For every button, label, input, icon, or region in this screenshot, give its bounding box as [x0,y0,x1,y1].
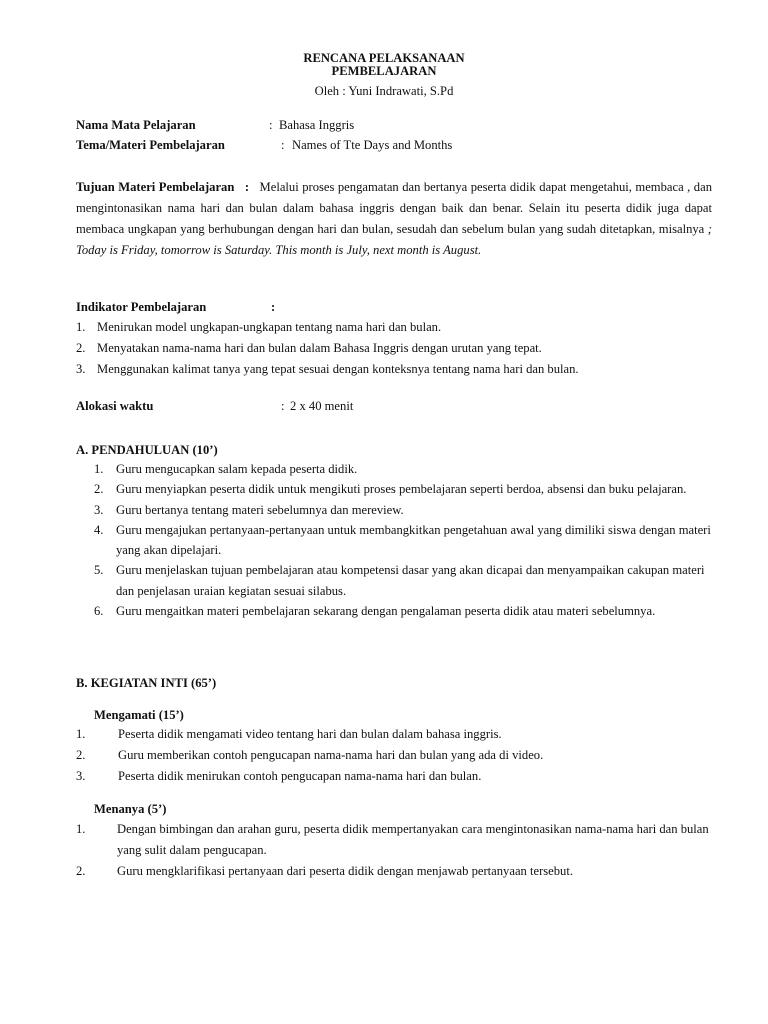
list-item: 2. Menyatakan nama-nama hari dan bulan dalam Bahasa Inggris dengan urutan yang tepat. [76,341,542,355]
list-item: 1. Guru mengucapkan salam kepada peserta didik. [94,462,358,476]
list-item: 1. Menirukan model ungkapan-ungkapan tentang nama hari dan bulan. [76,320,442,334]
subject-separator: : [269,118,273,132]
list-item: 3. Peserta didik menirukan contoh pengucapan nama-nama hari dan bulan. [76,769,482,783]
doc-title-line1: RENCANA PELAKSANAAN [303,51,465,65]
time-value: 2 x 40 menit [290,399,354,413]
list-item: 6. Guru mengaitkan materi pembelajaran sekarang dengan pengalaman peserta didik atau materi sebelumnya. [94,604,656,619]
goals-separator: : [244,180,250,194]
section-a-list [94,459,712,621]
list-item: 3. Guru bertanya tentang materi sebelumnya dan mereview. [94,502,404,517]
doc-author: Oleh : Yuni Indrawati, S.Pd [314,84,454,98]
list-item: 2. Guru memberikan contoh pengucapan nama-nama hari dan bulan yang ada di video. [76,748,544,762]
section-b-heading: B. KEGIATAN INTI (65’) [76,676,217,690]
list-item: 2. Guru menyiapkan peserta didik untuk mengikuti proses pembelajaran seperti berdoa, absensi dan buku pelajaran. [94,482,687,497]
subject-value: Bahasa Inggris [279,118,355,132]
list-item: 2. Guru mengklarifikasi pertanyaan dari peserta didik dengan menjawab pertanyaan tersebut. [76,864,573,878]
ask-heading: Menanya (5’) [94,802,167,816]
section-a-heading: A. PENDAHULUAN (10’) [76,443,218,457]
goals-paragraph [76,177,712,261]
theme-label: Tema/Materi Pembelajaran [76,138,225,152]
goals-label: Tujuan Materi Pembelajaran [76,180,235,194]
list-item: 1. Dengan bimbingan dan arahan guru, peserta didik mempertanyakan cara mengintonasikan nama-nama hari dan bulan yang sulit dalam pengucapan. [76,822,709,857]
doc-title-line2: PEMBELAJARAN [331,64,437,78]
theme-separator: : [281,138,285,152]
observe-list [76,724,716,787]
list-item: 4. Guru mengajukan pertanyaan-pertanyaan untuk membangkitkan pengetahuan awal yang dimiliki siswa dengan materi yang akan dipelajari. [94,522,711,558]
indicators-separator: : [271,300,276,314]
time-label: Alokasi waktu [76,399,154,413]
list-item: 5. Guru menjelaskan tujuan pembelajaran atau kompetensi dasar yang akan dicapai dan menyampaikan cakupan materi dan penjelasan uraian kegiatan sesuai silabus. [94,563,705,598]
time-separator: : [281,399,285,413]
theme-value: Names of Tte Days and Months [292,138,453,152]
indicators-label: Indikator Pembelajaran [76,300,207,314]
list-item: 3. Menggunakan kalimat tanya yang tepat sesuai dengan konteksnya tentang nama hari dan bulan. [76,362,579,376]
subject-label: Nama Mata Pelajaran [76,118,196,132]
observe-heading: Mengamati (15’) [94,708,184,722]
goals-example: ; Today is Friday, tomorrow is Saturday. This month is July, next month is August. [76,222,712,257]
goals-text: Melalui proses pengamatan dan bertanya peserta didik dapat mengetahui, membaca , dan mengintonasikan nama hari dan bulan dalam bahasa inggris dengan baik dan benar. Selain itu peserta didik juga dapat membaca ungkapan yang berhubungan dengan hari dan bulan, sesudah dan sebelum bulan yang sudah ditetapkan, misalnya [76,180,712,236]
list-item: 1. Peserta didik mengamati video tentang hari dan bulan dalam bahasa inggris. [76,727,502,741]
ask-list [76,819,712,882]
indicators-list [76,317,716,380]
